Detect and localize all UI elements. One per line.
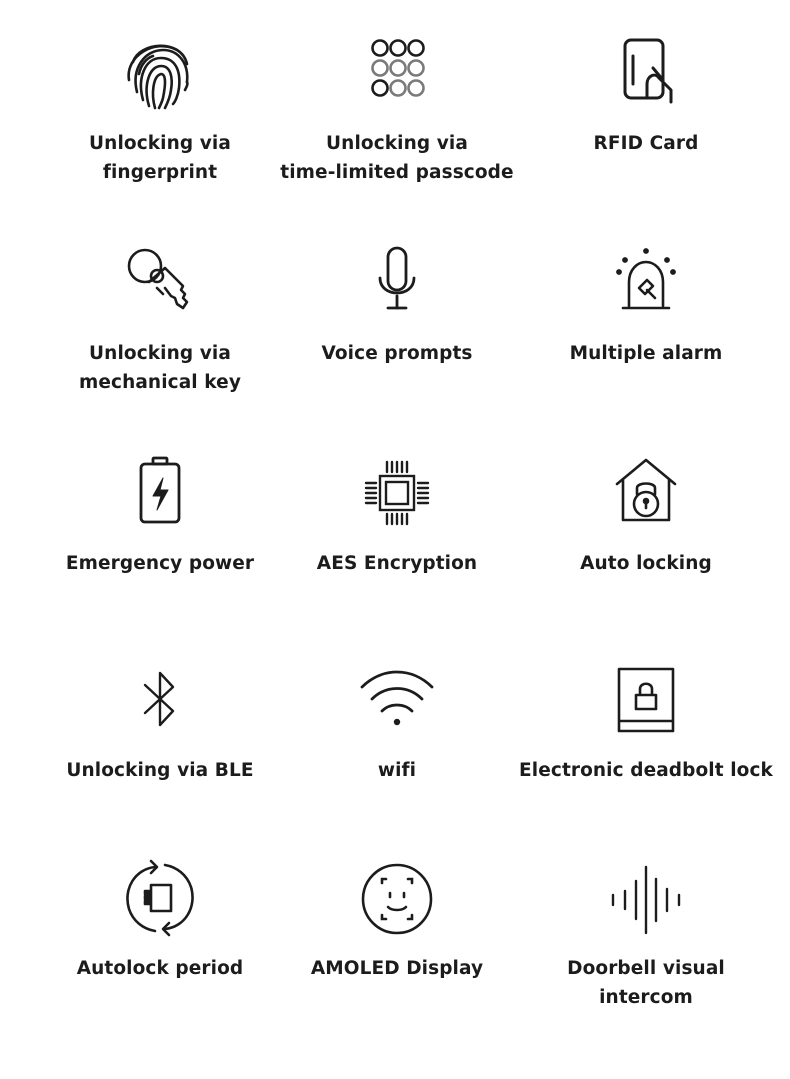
feature-doorbell [516,850,776,1020]
feature-label: Unlocking via mechanical key [78,343,241,393]
feature-label: wifi [377,760,417,781]
feature-label: Voice prompts [321,343,473,364]
feature-passcode [267,25,527,195]
feature-label: Autolock period [76,958,244,979]
feature-autolock-period [30,850,290,1020]
sound-wave-icon [601,853,691,943]
wifi-icon [352,655,442,745]
feature-aes [267,445,527,615]
fingerprint-icon [115,28,205,118]
feature-label: Electronic deadbolt lock [519,760,773,781]
feature-auto-locking [516,445,776,615]
feature-voice [267,235,527,405]
feature-rfid [516,25,776,195]
microphone-icon [352,238,442,328]
feature-label: Unlocking via time-limited passcode [280,133,514,183]
bluetooth-icon [115,655,205,745]
key-icon [115,238,205,328]
feature-mechanical-key [30,235,290,405]
alarm-icon [601,238,691,328]
feature-label: Unlocking via BLE [66,760,254,781]
feature-alarm [516,235,776,405]
feature-label: Auto locking [580,553,712,574]
keypad-icon [352,28,442,118]
feature-emergency-power [30,445,290,615]
feature-label: Unlocking via fingerprint [89,133,231,183]
feature-label: AMOLED Display [310,958,484,979]
feature-amoled [267,850,527,1020]
feature-wifi [267,652,527,822]
face-display-icon [352,853,442,943]
feature-label: Doorbell visual intercom [567,958,725,1008]
feature-label: AES Encryption [316,553,478,574]
deadbolt-lock-icon [601,655,691,745]
feature-fingerprint [30,25,290,195]
chip-icon [352,448,442,538]
feature-deadbolt [516,652,776,822]
autolock-cycle-icon [115,853,205,943]
feature-label: Emergency power [65,553,255,574]
battery-icon [115,448,205,538]
feature-label: Multiple alarm [569,343,723,364]
home-lock-icon [601,448,691,538]
rfid-card-icon [601,28,691,118]
feature-label: RFID Card [593,133,699,154]
feature-ble [30,652,290,822]
